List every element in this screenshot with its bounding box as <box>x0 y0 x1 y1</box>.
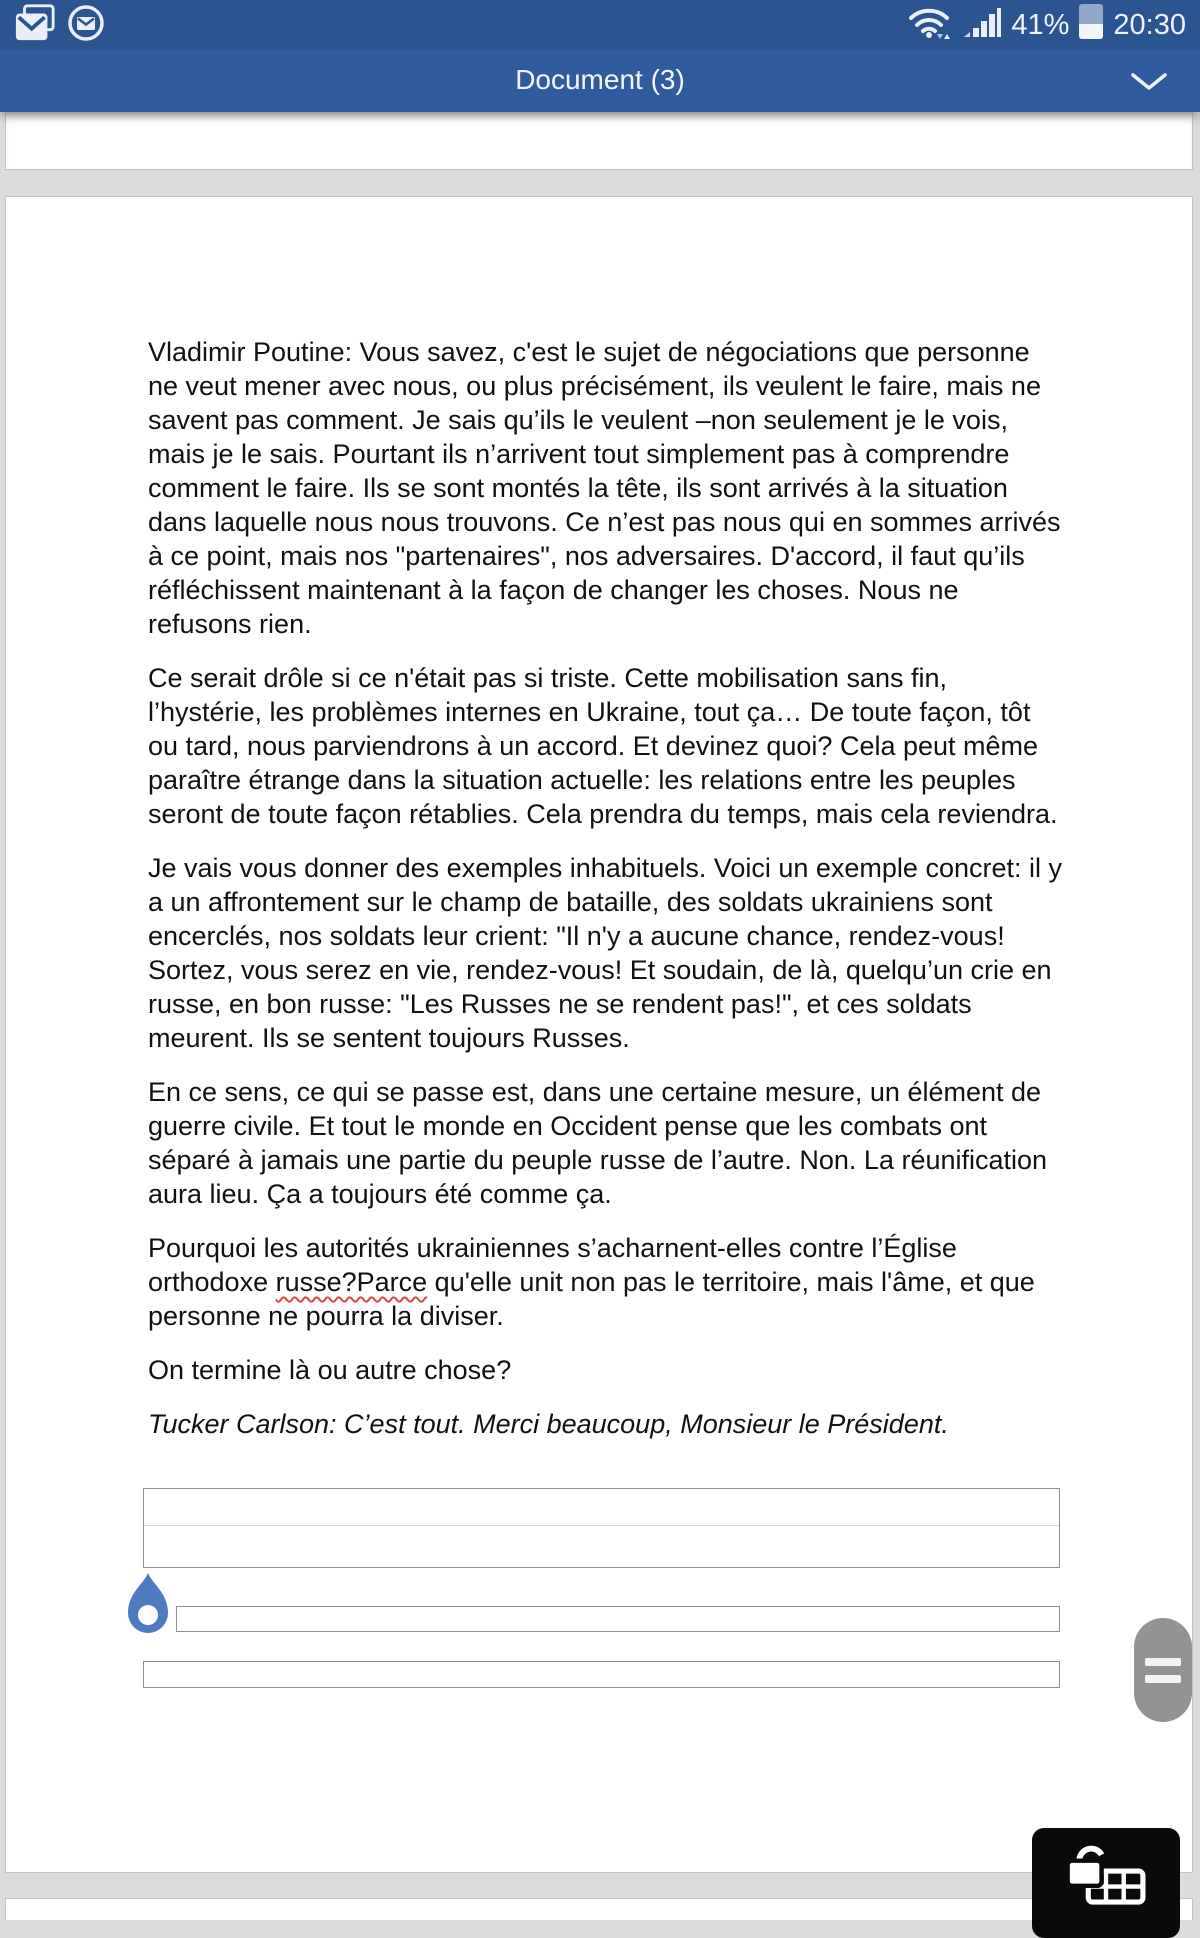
battery-icon <box>1078 2 1104 48</box>
form-field-bottom[interactable] <box>143 1661 1060 1688</box>
wifi-icon <box>907 1 953 49</box>
next-page-top <box>5 1898 1193 1920</box>
text-cursor-handle[interactable] <box>125 1571 171 1642</box>
clock-label: 20:30 <box>1113 8 1186 41</box>
paragraph-civil-war[interactable]: En ce sens, ce qui se passe est, dans une certaine mesure, un élément de guerre civile. Et tout le monde en Occident pense que les combats ont séparé à jamais une partie du peuple russe de l’autre. Non. La réunification aura lieu. Ça a toujours été comme ça. <box>148 1077 1048 1209</box>
show-keyboard-button[interactable] <box>1032 1828 1180 1938</box>
form-field-large[interactable] <box>143 1488 1060 1568</box>
church-text-before: Pourquoi les autorités ukrainiennes s’acharnent-elles contre l’Église orthodoxe <box>148 1233 957 1297</box>
keyboard-unlock-icon <box>1064 1843 1148 1910</box>
church-text-after: qu'elle unit non pas le territoire, mais l'âme, et que personne ne pourra la diviser. <box>148 1267 1035 1331</box>
paragraph-putin-negotiations[interactable]: Vladimir Poutine: Vous savez, c'est le sujet de négociations que personne ne veut mener avec nous, ou plus précisément, ils veulent le faire, mais ne savent pas comment. Je sais qu’ils le veulent –non seulement je le vois, mais je le sais. Pourtant ils n’arrivent tout simplement pas à comprendre comment le faire. Ils se sont montés la tête, ils sont arrivés à la situation dans laquelle nous nous trouvons. Ce n’est pas nous qui en sommes arrivés à ce point, mais nos "partenaires", nos adversaires. D'accord, il faut qu’ils réfléchissent maintenant à la façon de changer les choses. Nous ne refusons rien. <box>148 337 1061 639</box>
notification-icons <box>14 3 106 48</box>
document-text <box>6 197 1192 1441</box>
battery-percent-label: 41% <box>1011 8 1070 41</box>
email-circle-icon <box>66 3 106 48</box>
paragraph-church[interactable] <box>148 1231 1064 1333</box>
paragraph-closing-question[interactable]: On termine là ou autre chose? <box>148 1355 512 1385</box>
fast-scroll-handle[interactable] <box>1134 1618 1192 1722</box>
paragraph-tucker-carlson[interactable]: Tucker Carlson: C’est tout. Merci beaucoup, Monsieur le Président. <box>148 1409 949 1439</box>
document-title: Document (3) <box>515 64 685 95</box>
cellular-signal-icon <box>962 1 1002 49</box>
spellcheck-flagged-text: russe?Parce <box>275 1267 428 1297</box>
scroll-handle-grip-line <box>1145 1675 1181 1683</box>
form-field-divider <box>144 1525 1059 1526</box>
document-page[interactable] <box>5 196 1193 1873</box>
paragraph-battlefield-example[interactable]: Je vais vous donner des exemples inhabituels. Voici un exemple concret: il y a un affrontement sur le champ de bataille, des soldats ukrainiens sont encerclés, nos soldats leur crient: "Il n'y a aucune chance, rendez-vous! Sortez, vous serez en vie, rendez-vous! Et soudain, de là, quelqu’un crie en russe, en bon russe: "Les Russes ne se rendent pas!", et ces soldats meurent. Ils se sentent toujours Russes. <box>148 853 1062 1053</box>
status-bar <box>0 0 1200 50</box>
scroll-handle-grip-line <box>1145 1658 1181 1666</box>
title-bar <box>0 50 1200 112</box>
form-field-indented[interactable] <box>176 1606 1060 1632</box>
previous-page-bottom <box>5 112 1193 170</box>
chevron-down-icon[interactable] <box>1130 72 1168 97</box>
email-stack-icon <box>14 3 56 48</box>
paragraph-mobilisation[interactable]: Ce serait drôle si ce n'était pas si triste. Cette mobilisation sans fin, l’hystérie, les problèmes internes en Ukraine, tout ça… De toute façon, tôt ou tard, nous parviendrons à un accord. Et devinez quoi? Cela peut même paraître étrange dans la situation actuelle: les relations entre les peuples seront de toute façon rétablies. Cela prendra du temps, mais cela reviendra. <box>148 663 1058 829</box>
